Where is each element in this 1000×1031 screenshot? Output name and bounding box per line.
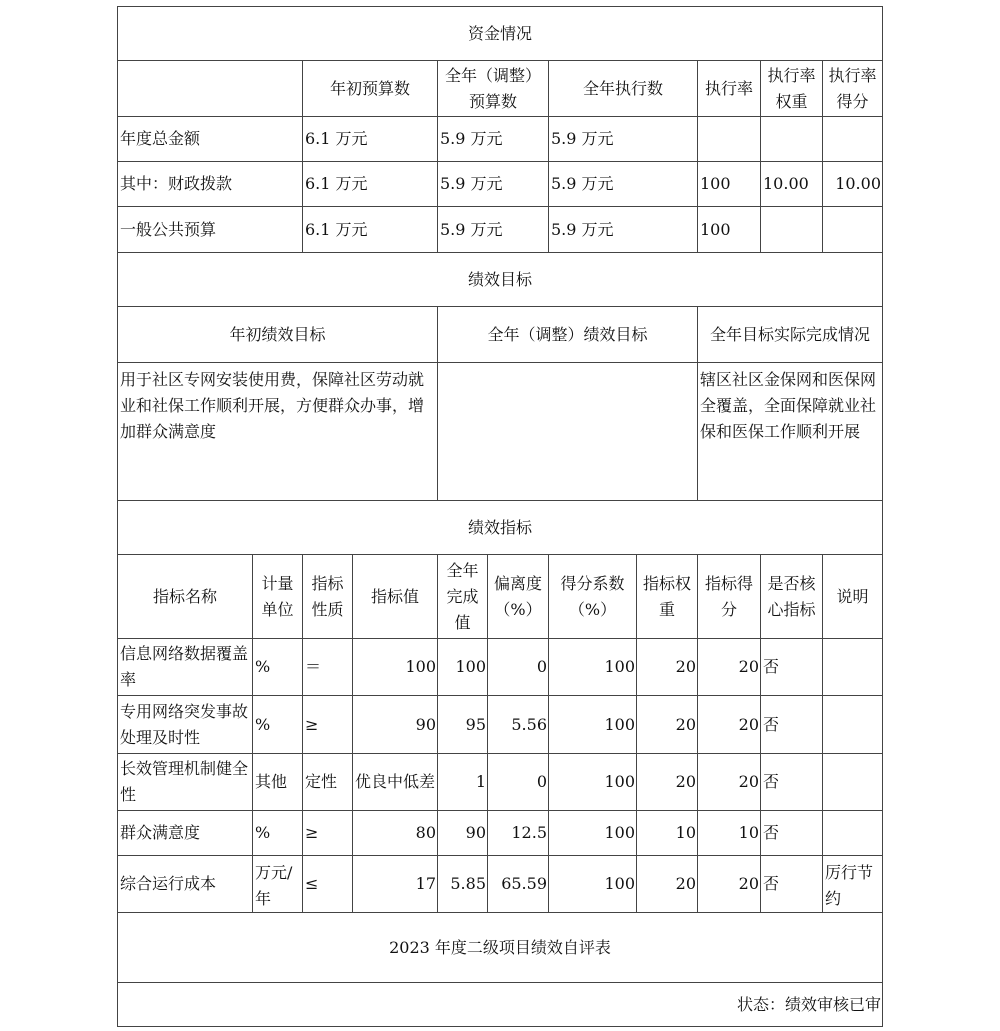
indicator-row-unit: %: [253, 639, 303, 696]
indicator-row-weight: 20: [637, 639, 698, 696]
fund-row-score: [823, 207, 882, 253]
indicator-row-unit: %: [253, 696, 303, 754]
indicator-row-deviation: 12.5: [488, 811, 549, 856]
indicator-row-value: 17: [353, 856, 438, 913]
fund-row-adjusted: 5.9 万元: [438, 117, 549, 162]
fund-row-initial: 6.1 万元: [303, 117, 438, 162]
fund-row-adjusted: 5.9 万元: [438, 162, 549, 207]
fund-row-rate: 100: [698, 207, 761, 253]
indicator-row-weight: 20: [637, 856, 698, 913]
fund-row-executed: 5.9 万元: [549, 207, 698, 253]
indicator-row-unit: %: [253, 811, 303, 856]
actual-completion-text: 辖区社区金保网和医保网全覆盖，全面保障就业社保和医保工作顺利开展: [698, 363, 882, 501]
header-deviation: 偏离度（%）: [488, 555, 549, 639]
fund-row-executed: 5.9 万元: [549, 117, 698, 162]
header-adjusted-budget: 全年（调整）预算数: [438, 61, 549, 117]
header-actual-completion: 全年目标实际完成情况: [698, 307, 882, 363]
indicator-row-nature: 定性: [303, 754, 353, 811]
audit-status: 状态：绩效审核已审: [736, 994, 881, 1014]
indicator-row-actual: 1: [438, 754, 488, 811]
indicator-row-coef: 100: [549, 696, 637, 754]
fund-row-adjusted: 5.9 万元: [438, 207, 549, 253]
indicator-row-weight: 20: [637, 754, 698, 811]
fund-row-initial: 6.1 万元: [303, 162, 438, 207]
header-score-coef: 得分系数（%）: [549, 555, 637, 639]
indicator-row-deviation: 65.59: [488, 856, 549, 913]
indicator-row-core: 否: [761, 754, 823, 811]
indicator-row-nature: ≥: [303, 811, 353, 856]
fund-row-weight: [761, 117, 823, 162]
form-title: 2023 年度二级项目绩效自评表: [118, 913, 882, 983]
indicator-row-weight: 10: [637, 811, 698, 856]
indicators-section-title: 绩效指标: [118, 501, 882, 555]
indicator-row-deviation: 0: [488, 754, 549, 811]
indicator-row-value: 90: [353, 696, 438, 754]
indicator-row-core: 否: [761, 811, 823, 856]
header-indicator-value: 指标值: [353, 555, 438, 639]
indicator-row-nature: ＝: [303, 639, 353, 696]
indicator-row-score: 20: [698, 754, 761, 811]
header-indicator-weight: 指标权重: [637, 555, 698, 639]
indicator-row-value: 100: [353, 639, 438, 696]
indicator-row-actual: 90: [438, 811, 488, 856]
indicator-row-nature: ≤: [303, 856, 353, 913]
header-nature: 指标性质: [303, 555, 353, 639]
indicator-row-core: 否: [761, 856, 823, 913]
header-initial-budget: 年初预算数: [303, 61, 438, 117]
header-note: 说明: [823, 555, 882, 639]
indicator-row-note: [823, 696, 882, 754]
indicator-row-note: 厉行节约: [823, 856, 882, 913]
indicator-row-score: 20: [698, 856, 761, 913]
fund-row-initial: 6.1 万元: [303, 207, 438, 253]
header-core-indicator: 是否核心指标: [761, 555, 823, 639]
indicator-row-coef: 100: [549, 754, 637, 811]
indicator-row-coef: 100: [549, 639, 637, 696]
header-unit: 计量单位: [253, 555, 303, 639]
indicator-row-score: 10: [698, 811, 761, 856]
header-rate-weight: 执行率权重: [761, 61, 823, 117]
indicator-row-score: 20: [698, 696, 761, 754]
header-actual-value: 全年完成值: [438, 555, 488, 639]
indicator-row-coef: 100: [549, 856, 637, 913]
header-indicator-score: 指标得分: [698, 555, 761, 639]
indicator-row-unit: 万元/年: [253, 856, 303, 913]
goals-section-title: 绩效目标: [118, 253, 882, 307]
fund-row-label: 其中：财政拨款: [118, 162, 303, 207]
fund-row-score: [823, 117, 882, 162]
fund-row-executed: 5.9 万元: [549, 162, 698, 207]
fund-row-label: 年度总金额: [118, 117, 303, 162]
indicator-row-name: 信息网络数据覆盖率: [118, 639, 253, 696]
fund-row-weight: 10.00: [761, 162, 823, 207]
indicator-row-actual: 5.85: [438, 856, 488, 913]
indicator-row-name: 群众满意度: [118, 811, 253, 856]
fund-row-weight: [761, 207, 823, 253]
initial-goal-text: 用于社区专网安装使用费，保障社区劳动就业和社保工作顺利开展，方便群众办事，增加群众满意度: [118, 363, 438, 501]
indicator-row-name: 综合运行成本: [118, 856, 253, 913]
header-executed: 全年执行数: [549, 61, 698, 117]
header-execution-rate: 执行率: [698, 61, 761, 117]
header-initial-goal: 年初绩效目标: [118, 307, 438, 363]
adjusted-goal-text: [438, 363, 698, 501]
header-adjusted-goal: 全年（调整）绩效目标: [438, 307, 698, 363]
indicator-row-nature: ≥: [303, 696, 353, 754]
indicator-row-actual: 95: [438, 696, 488, 754]
indicator-row-note: [823, 811, 882, 856]
funds-section-title: 资金情况: [118, 7, 882, 61]
indicator-row-name: 长效管理机制健全性: [118, 754, 253, 811]
indicator-row-deviation: 0: [488, 639, 549, 696]
fund-row-rate: [698, 117, 761, 162]
header-rate-score: 执行率得分: [823, 61, 882, 117]
fund-row-label: 一般公共预算: [118, 207, 303, 253]
indicator-row-actual: 100: [438, 639, 488, 696]
indicator-row-score: 20: [698, 639, 761, 696]
header-indicator-name: 指标名称: [118, 555, 253, 639]
fund-row-rate: 100: [698, 162, 761, 207]
indicator-row-weight: 20: [637, 696, 698, 754]
funds-header-blank: [118, 61, 303, 117]
indicator-row-core: 否: [761, 696, 823, 754]
indicator-row-core: 否: [761, 639, 823, 696]
indicator-row-name: 专用网络突发事故处理及时性: [118, 696, 253, 754]
performance-evaluation-sheet: [117, 6, 883, 1027]
fund-row-score: 10.00: [823, 162, 882, 207]
indicator-row-note: [823, 639, 882, 696]
indicator-row-note: [823, 754, 882, 811]
indicator-row-unit: 其他: [253, 754, 303, 811]
indicator-row-coef: 100: [549, 811, 637, 856]
indicator-row-value: 80: [353, 811, 438, 856]
indicator-row-deviation: 5.56: [488, 696, 549, 754]
indicator-row-value: 优良中低差: [353, 754, 438, 811]
